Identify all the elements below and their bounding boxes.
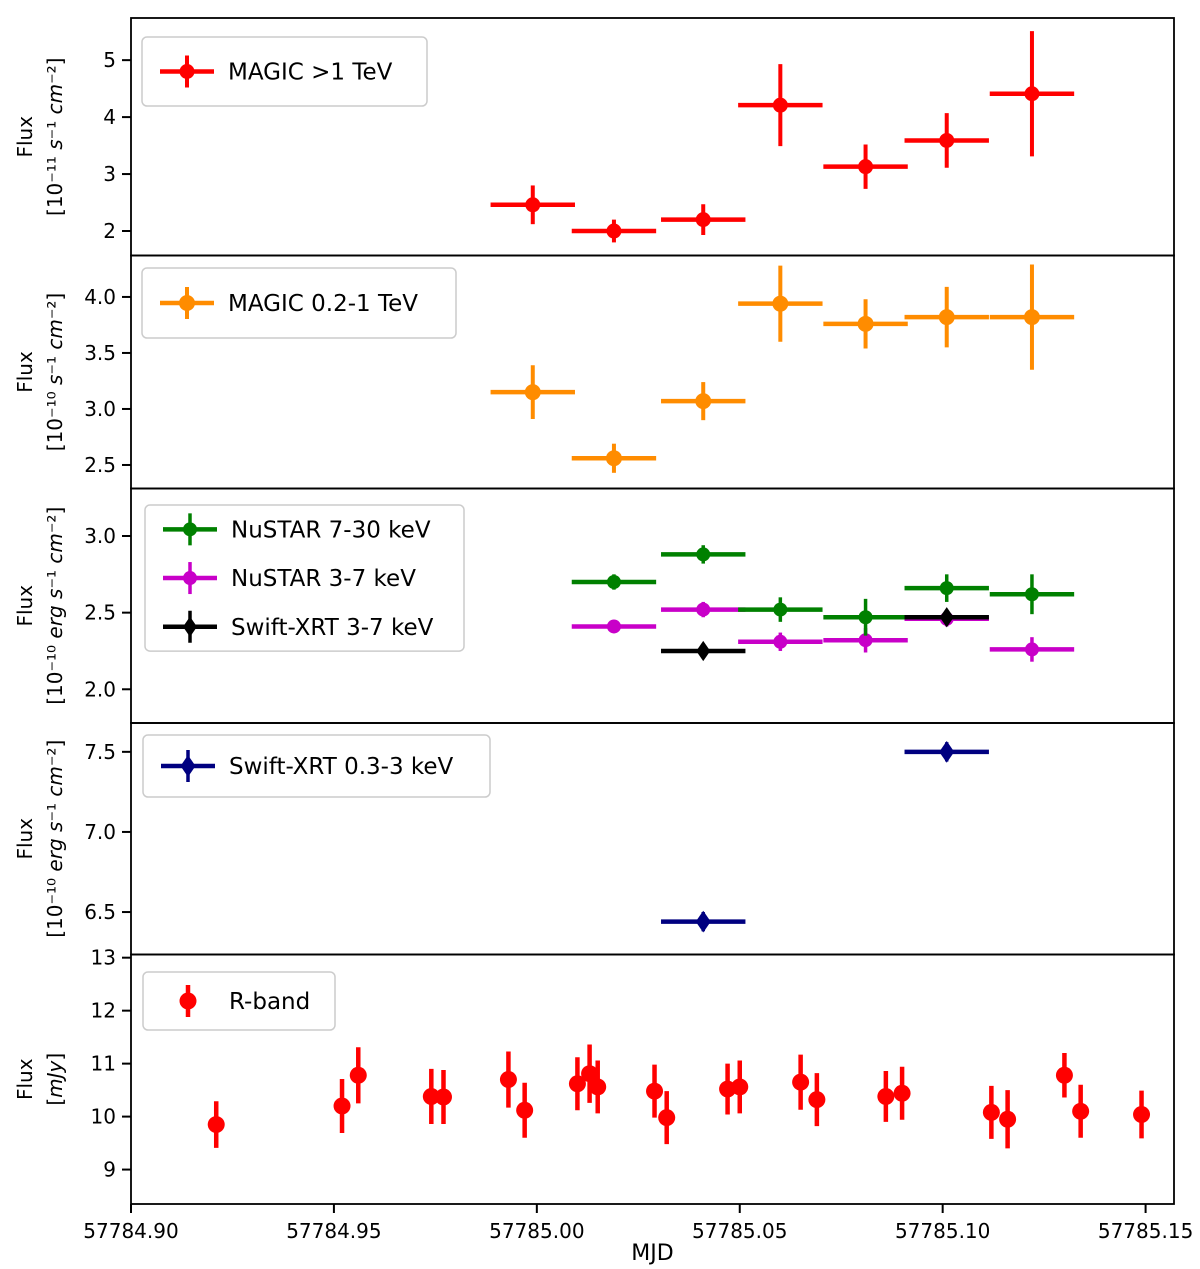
- legend-label: R-band: [229, 989, 311, 1015]
- data-point: [500, 1071, 517, 1088]
- data-point: [180, 64, 195, 79]
- data-point: [792, 1074, 809, 1091]
- y-tick-label: 12: [90, 998, 116, 1023]
- data-point: [606, 224, 621, 239]
- y-tick-label: 2.0: [84, 677, 116, 702]
- data-point: [525, 384, 541, 400]
- y-tick-label: 6.5: [84, 900, 116, 925]
- data-point: [695, 393, 711, 409]
- x-tick-label: 57784.95: [286, 1219, 382, 1243]
- legend-label: MAGIC 0.2-1 TeV: [228, 291, 418, 317]
- data-point: [773, 635, 787, 649]
- panel-magic-gt1tev-ylabel: Flux: [13, 115, 37, 158]
- y-tick-label: 5: [103, 48, 116, 73]
- data-point: [877, 1088, 894, 1105]
- data-point: [1025, 642, 1039, 656]
- y-tick-label: 2.5: [84, 600, 116, 625]
- panel-rband-ylabel-units: [mJy]: [43, 1052, 67, 1106]
- data-point: [1024, 86, 1039, 101]
- data-point: [334, 1098, 351, 1115]
- data-point: [696, 547, 710, 561]
- data-point: [607, 619, 621, 633]
- x-tick-label: 57785.15: [1097, 1219, 1194, 1243]
- y-tick-label: 7.5: [84, 739, 116, 764]
- panel-xray-3-30kev-ylabel-units: [10⁻¹⁰ erg s⁻¹ cm⁻²]: [43, 506, 67, 705]
- legend-label: NuSTAR 3-7 keV: [231, 566, 416, 593]
- x-tick-label: 57785.00: [489, 1219, 585, 1243]
- data-point: [1056, 1067, 1073, 1084]
- data-point: [1024, 309, 1040, 325]
- data-point: [983, 1104, 1000, 1121]
- panel-xray-3-30kev-ylabel: Flux: [13, 584, 37, 627]
- legend-label: MAGIC >1 TeV: [228, 59, 393, 86]
- legend-magic-02-1tev: [142, 268, 456, 338]
- y-tick-label: 11: [90, 1051, 116, 1076]
- data-point: [894, 1085, 911, 1102]
- y-tick-label: 4: [103, 105, 116, 130]
- y-tick-label: 13: [90, 945, 116, 970]
- panel-swift-03-3kev-ylabel-units: [10⁻¹⁰ erg s⁻¹ cm⁻²]: [43, 739, 67, 938]
- data-point: [939, 309, 955, 325]
- data-point: [808, 1091, 825, 1108]
- data-point: [858, 316, 874, 332]
- y-tick-label: 4.0: [84, 284, 116, 309]
- data-point: [773, 603, 787, 617]
- panel-magic-02-1tev-ylabel-units: [10⁻¹⁰ s⁻¹ cm⁻²]: [43, 292, 67, 452]
- y-tick-label: 3.0: [84, 524, 116, 549]
- y-tick-label: 3.5: [84, 340, 116, 365]
- y-tick-label: 3: [103, 162, 116, 187]
- legend-label: NuSTAR 7-30 keV: [231, 517, 431, 544]
- data-point: [606, 450, 622, 466]
- x-axis-label: MJD: [631, 1241, 674, 1265]
- data-point: [1133, 1106, 1150, 1123]
- data-point: [999, 1111, 1016, 1128]
- panel-rband-ylabel: Flux: [13, 1058, 37, 1101]
- data-point: [773, 98, 788, 113]
- panel-magic-gt1tev-ylabel-units: [10⁻¹¹ s⁻¹ cm⁻²]: [43, 57, 67, 216]
- data-point: [180, 993, 197, 1010]
- data-point: [183, 571, 197, 585]
- data-point: [859, 610, 873, 624]
- legend-swift-03-3kev: [143, 735, 490, 797]
- legend-label: Swift-XRT 3-7 keV: [231, 614, 434, 641]
- legend-rband: [143, 972, 335, 1030]
- x-tick-label: 57785.05: [692, 1219, 788, 1243]
- data-point: [696, 603, 710, 617]
- data-point: [772, 296, 788, 312]
- data-point: [179, 295, 195, 311]
- y-tick-label: 10: [90, 1104, 116, 1129]
- x-tick-label: 57784.90: [83, 1219, 179, 1243]
- legend-xray-3-30kev: [145, 505, 464, 651]
- data-point: [1072, 1103, 1089, 1120]
- data-point: [1025, 587, 1039, 601]
- panel-swift-03-3kev-ylabel: Flux: [13, 817, 37, 860]
- data-point: [435, 1088, 452, 1105]
- y-tick-label: 9: [103, 1157, 116, 1182]
- y-tick-label: 7.0: [84, 819, 116, 844]
- data-point: [208, 1116, 225, 1133]
- data-point: [350, 1067, 367, 1084]
- data-point: [731, 1078, 748, 1095]
- data-point: [516, 1102, 533, 1119]
- legend-magic-gt1tev: [142, 37, 427, 106]
- legend-label: Swift-XRT 0.3-3 keV: [229, 754, 454, 780]
- y-tick-label: 3.0: [84, 396, 116, 421]
- x-tick-label: 57785.10: [894, 1219, 991, 1243]
- data-point: [589, 1078, 606, 1095]
- data-point: [183, 522, 197, 536]
- data-point: [646, 1083, 663, 1100]
- data-point: [607, 575, 621, 589]
- y-tick-label: 2: [103, 219, 116, 244]
- data-point: [525, 197, 540, 212]
- panel-magic-02-1tev-ylabel: Flux: [13, 351, 37, 393]
- data-point: [939, 133, 954, 148]
- data-point: [940, 581, 954, 595]
- data-point: [696, 212, 711, 227]
- y-tick-label: 2.5: [84, 452, 116, 477]
- data-point: [658, 1109, 675, 1126]
- data-point: [858, 159, 873, 174]
